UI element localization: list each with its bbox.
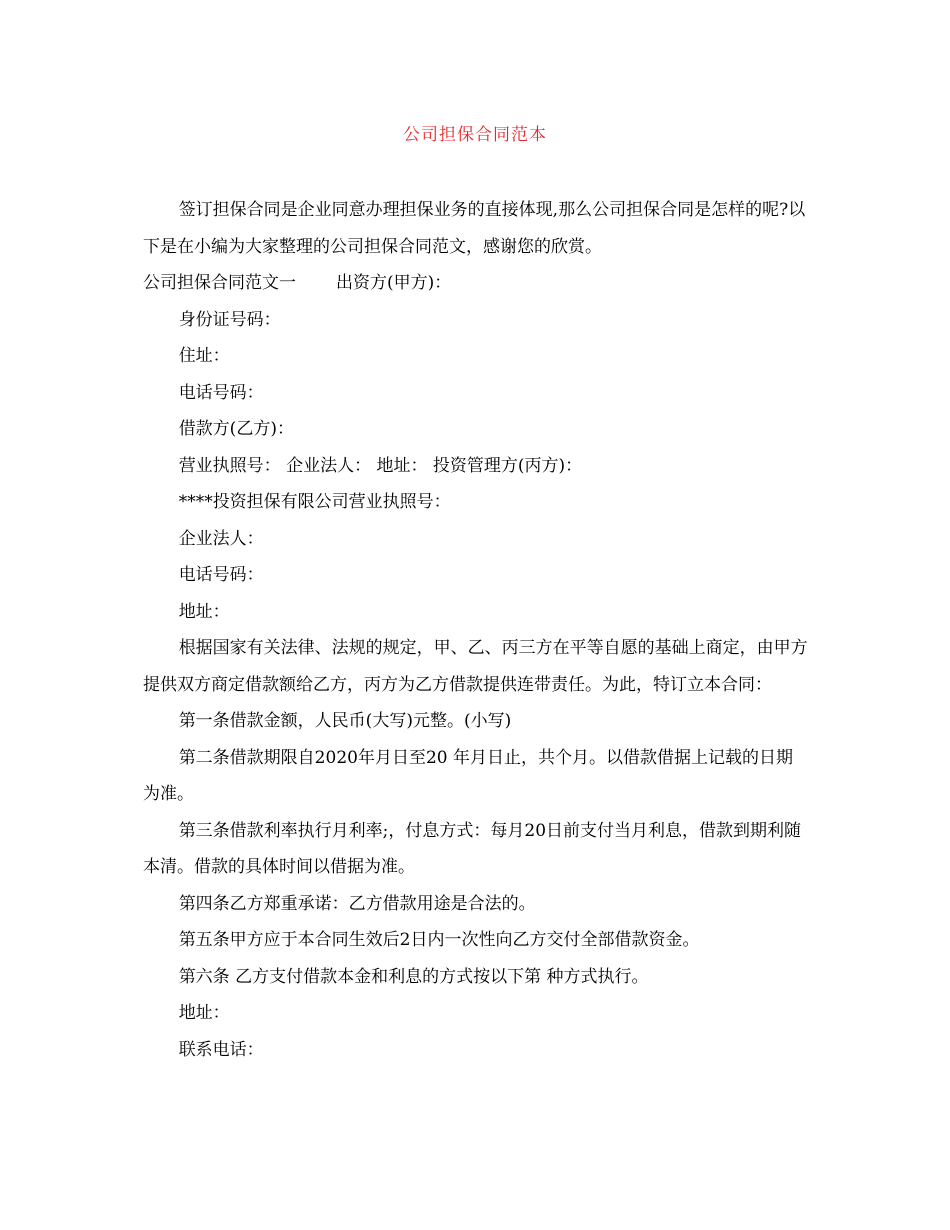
phone-line-2: 电话号码： <box>178 565 264 585</box>
clause-4: 第四条乙方郑重承诺：乙方借款用途是合法的。 <box>178 893 536 914</box>
clause-3: 第三条借款利率执行月利率;，付息方式：每月20日前支付当月利息，借款到期利随本清。借款的具体时间以借据为准。 <box>143 820 802 877</box>
guarantor-license-line: ****投资担保有限公司营业执照号： <box>178 492 451 512</box>
preamble-paragraph: 根据国家有关法律、法规的规定，甲、乙、丙三方在平等自愿的基础上商定，由甲方提供双方商定借款额给乙方，丙方为乙方借款提供连带责任。为此，特订立本合同： <box>143 638 808 695</box>
address-line-2: 地址： <box>178 601 230 622</box>
clause-6: 第六条 乙方支付借款本金和利息的方式按以下第 种方式执行。 <box>178 966 649 987</box>
clause-5: 第五条甲方应于本合同生效后2日内一次性向乙方交付全部借款资金。 <box>178 930 700 950</box>
id-number-line: 身份证号码： <box>178 309 281 330</box>
intro-paragraph: 签订担保合同是企业同意办理担保业务的直接体现,那么公司担保合同是怎样的呢?以下是在小编为大家整理的公司担保合同范文，感谢您的欣赏。 <box>143 200 806 257</box>
phone-line: 电话号码： <box>178 382 264 403</box>
address-line: 住址： <box>178 346 230 366</box>
party-a-label: 出资方(甲方)： <box>336 273 452 293</box>
sample-heading: 公司担保合同范文一 <box>143 273 296 293</box>
document-body <box>143 192 808 1068</box>
license-line: 营业执照号： 企业法人： 地址： 投资管理方(丙方)： <box>178 455 583 476</box>
clause-2: 第二条借款期限自2020年月日至20 年月日止，共个月。以借款借据上记载的日期为准。 <box>143 747 793 804</box>
party-b-line: 借款方(乙方)： <box>178 419 294 439</box>
contact-phone-line: 联系电话： <box>178 1039 264 1060</box>
legal-person-line: 企业法人： <box>178 528 264 549</box>
sample-heading-line <box>143 265 808 302</box>
address-line-3: 地址： <box>178 1003 230 1023</box>
clause-1: 第一条借款金额，人民币(大写)元整。(小写) <box>178 711 512 731</box>
document-title: 公司担保合同范本 <box>403 125 547 145</box>
